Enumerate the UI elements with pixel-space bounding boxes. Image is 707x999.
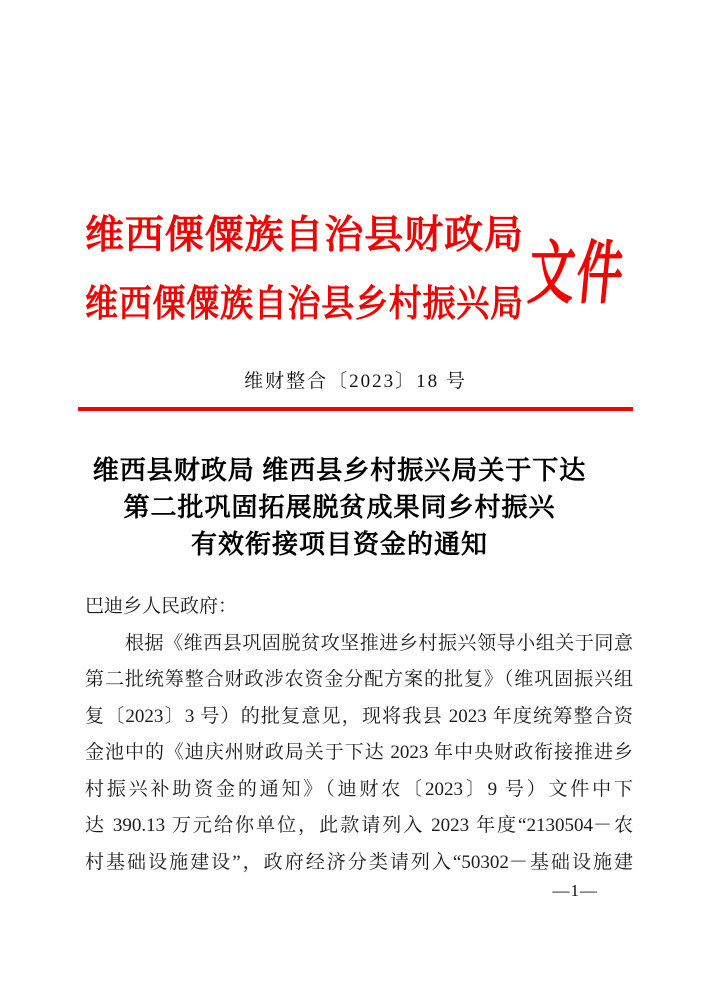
letterhead-org-line-2: 维西傈僳族自治县乡村振兴局 [85, 284, 523, 326]
document-title [62, 452, 617, 563]
letterhead-org-line-1: 维西傈僳族自治县财政局 [85, 214, 523, 257]
body-line: 根据《维西县巩固脱贫攻坚推进乡村振兴领导小组关于同意 [125, 632, 633, 654]
letterhead-divider-rule [78, 407, 633, 411]
body-line: 村基础设施建设”，政府经济分类请列入“50302－基础设施建 [85, 851, 633, 873]
document-title-line-3: 有效衔接项目资金的通知 [190, 530, 488, 559]
document-body [85, 589, 633, 881]
letterhead-doc-type: 文件 [525, 235, 629, 312]
salutation-line: 巴迪乡人民政府： [85, 596, 238, 617]
body-line: 第二批统筹整合财政涉农资金分配方案的批复》（维巩固振兴组 [85, 669, 633, 690]
body-line: 金池中的《迪庆州财政局关于下达 2023 年中央财政衔接推进乡 [85, 742, 633, 763]
page-number: —1— [552, 881, 598, 900]
body-line: 达 390.13 万元给你单位，此款请列入 2023 年度“2130504－农 [85, 815, 633, 836]
document-number: 维财整合〔2023〕18 号 [244, 371, 467, 392]
body-line: 复〔2023〕3 号）的批复意见，现将我县 2023 年度统筹整合资 [85, 705, 633, 727]
body-line: 村振兴补助资金的通知》（迪财农〔2023〕9 号）文件中下 [85, 778, 633, 800]
document-title-line-1: 维西县财政局 维西县乡村振兴局关于下达 [92, 456, 587, 485]
document-title-line-2: 第二批巩固拓展脱贫成果同乡村振兴 [123, 493, 556, 522]
